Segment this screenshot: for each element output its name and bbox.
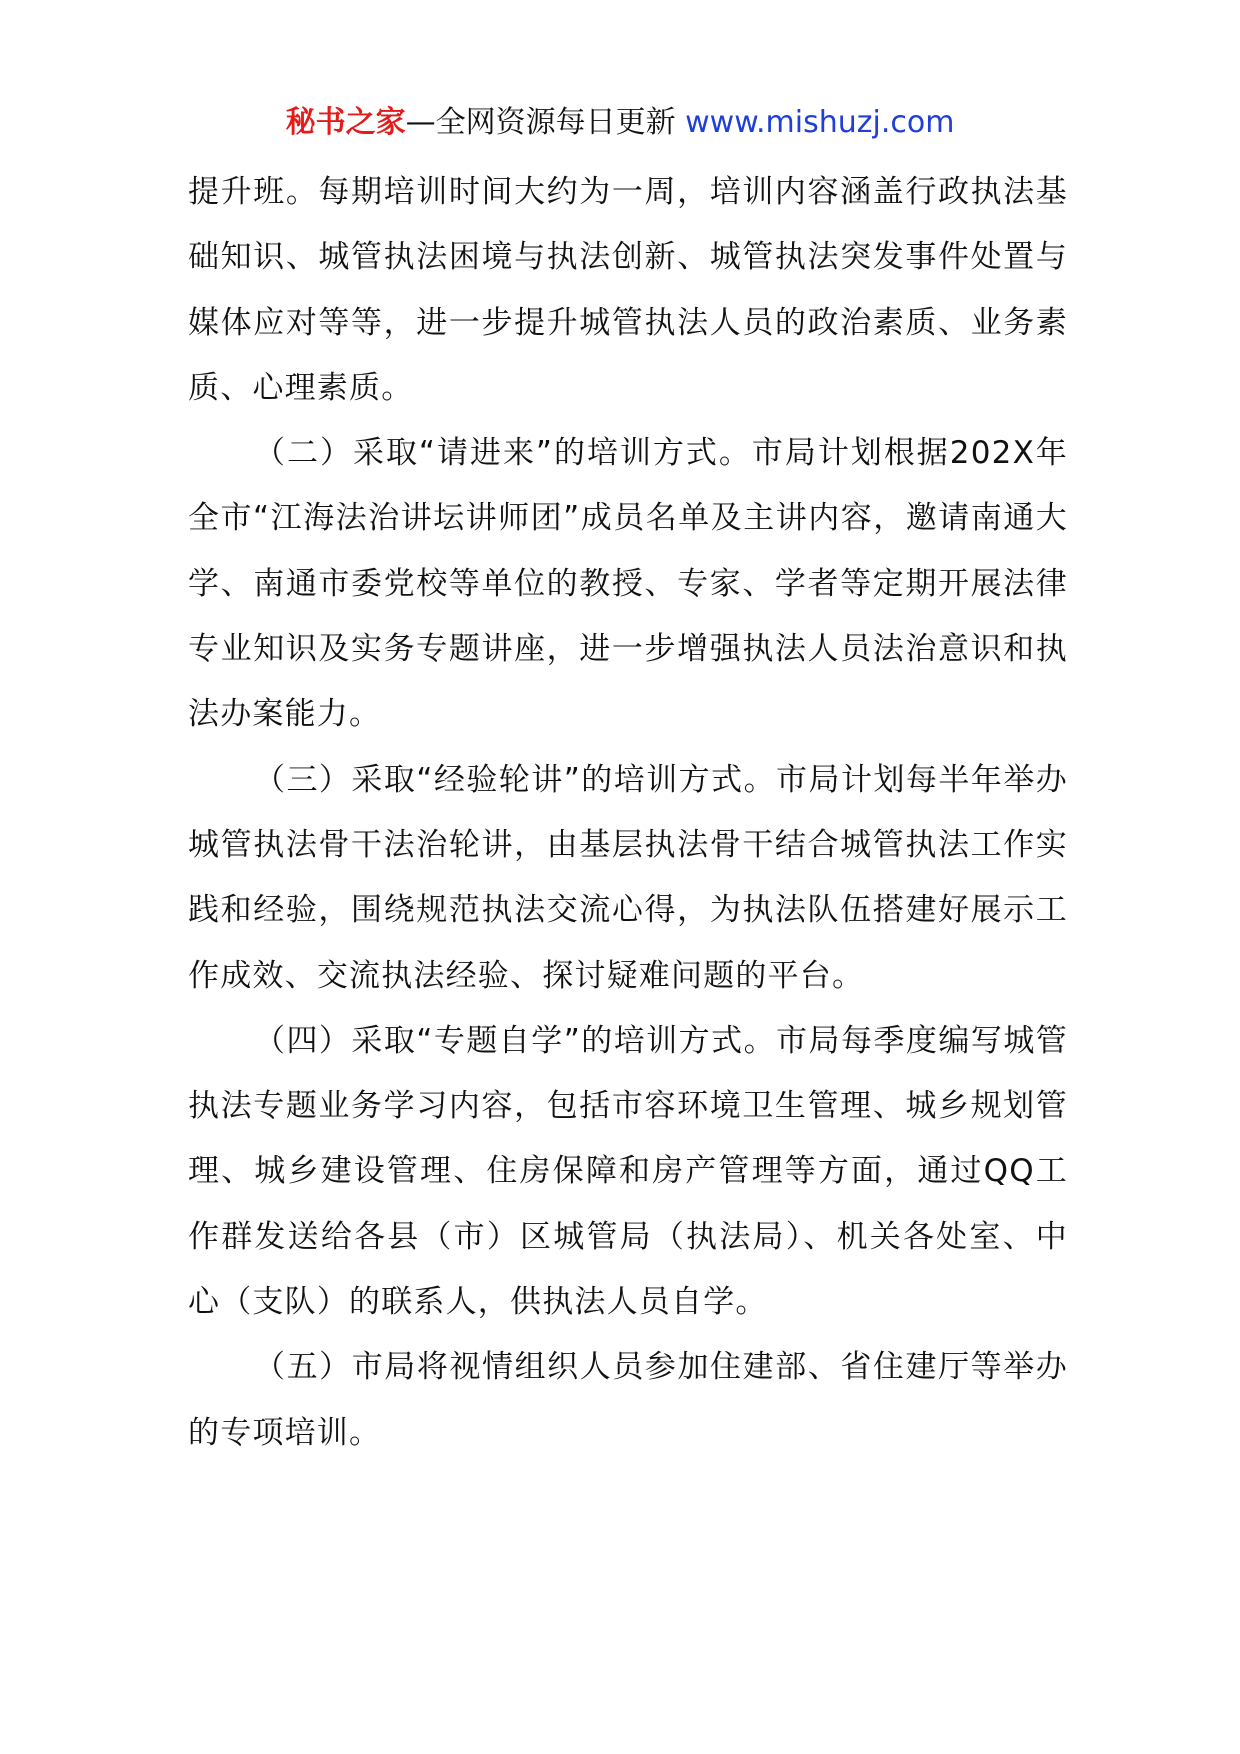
document-body bbox=[188, 160, 1068, 1466]
header-tagline: —全网资源每日更新 bbox=[405, 105, 676, 140]
header-url[interactable]: www.mishuzj.com bbox=[685, 105, 955, 140]
paragraph-section-5: （五）市局将视情组织人员参加住建部、省住建厅等举办的专项培训。 bbox=[188, 1349, 1068, 1451]
page-header bbox=[0, 103, 1240, 143]
header-brand: 秘书之家 bbox=[285, 105, 406, 140]
paragraph-continuation: 提升班。每期培训时间大约为一周，培训内容涵盖行政执法基础知识、城管执法困境与执法创新、城管执法突发事件处置与媒体应对等等，进一步提升城管执法人员的政治素质、业务素质、心理素质。 bbox=[188, 174, 1068, 406]
paragraph-section-4: （四）采取“专题自学”的培训方式。市局每季度编写城管执法专题业务学习内容，包括市容环境卫生管理、城乡规划管理、城乡建设管理、住房保障和房产管理等方面，通过QQ工作群发送给各县（市）区城管局（执法局）、机关各处室、中心（支队）的联系人，供执法人员自学。 bbox=[188, 1022, 1068, 1321]
paragraph-section-3: （三）采取“经验轮讲”的培训方式。市局计划每半年举办城管执法骨干法治轮讲，由基层执法骨干结合城管执法工作实践和经验，围绕规范执法交流心得，为执法队伍搭建好展示工作成效、交流执法经验、探讨疑难问题的平台。 bbox=[188, 761, 1068, 994]
paragraph-section-2: （二）采取“请进来”的培训方式。市局计划根据202X年全市“江海法治讲坛讲师团”成员名单及主讲内容，邀请南通大学、南通市委党校等单位的教授、专家、学者等定期开展法律专业知识及实务专题讲座，进一步增强执法人员法治意识和执法办案能力。 bbox=[188, 435, 1068, 733]
